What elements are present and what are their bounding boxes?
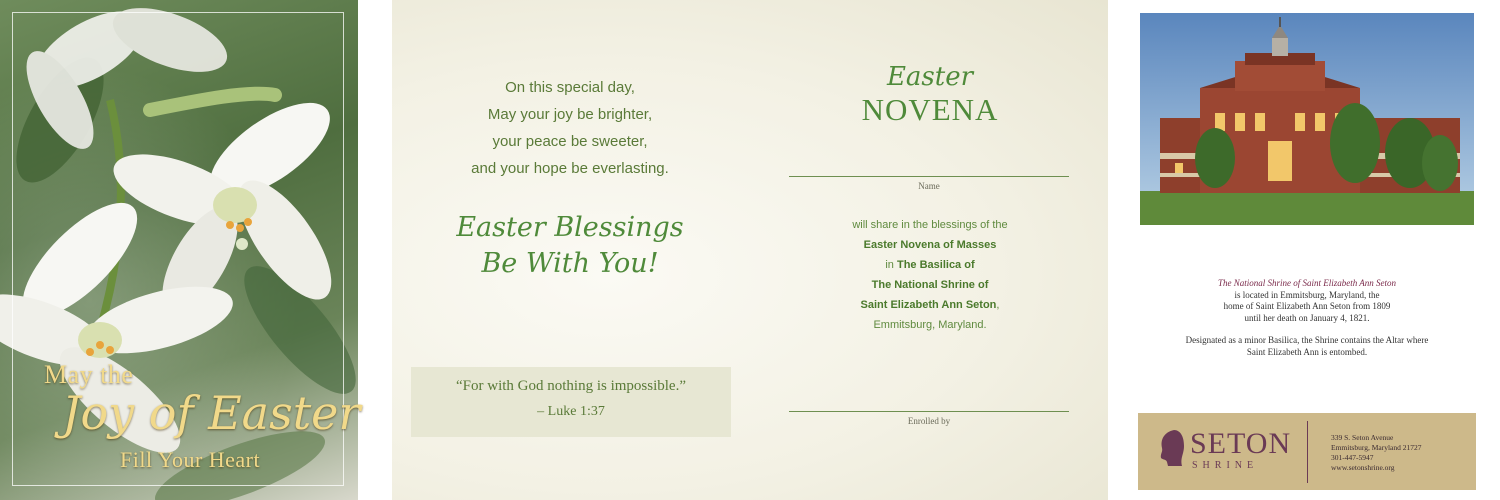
enrolled-line: [789, 411, 1069, 412]
logo-subword: SHRINE: [1192, 460, 1259, 471]
cover-title-line1: May the: [44, 360, 134, 389]
share-line: [790, 295, 1070, 315]
info-line: Saint Elizabeth Ann is entombed.: [1246, 346, 1368, 357]
share-bold: Saint Elizabeth Ann Seton: [860, 299, 997, 311]
info-line: Designated as a minor Basilica, the Shrine contains the Altar where: [1185, 335, 1429, 345]
basilica-image: [1140, 13, 1474, 225]
blessing-line: Be With You!: [481, 248, 659, 279]
front-cover: [0, 0, 361, 500]
share-line: Emmitsburg, Maryland.: [873, 319, 987, 331]
share-line-bold: Easter Novena of Masses: [863, 239, 997, 251]
address-line: Emmitsburg, Maryland 21727: [1331, 443, 1422, 452]
share-line: [790, 255, 1070, 275]
shrine-name: The National Shrine of Saint Elizabeth Ann Seton: [1217, 278, 1397, 288]
scripture-reference: – Luke 1:37: [537, 404, 605, 419]
share-prefix: in: [885, 259, 897, 271]
name-line: [789, 176, 1069, 177]
blessing-line: Easter Blessings: [456, 212, 684, 243]
novena-title-script: Easter: [886, 62, 974, 92]
scripture-quote: “For with God nothing is impossible.”: [456, 378, 686, 394]
verse-line: On this special day,: [505, 79, 635, 96]
share-line-bold: The National Shrine of: [871, 279, 989, 291]
seton-profile-logo-icon: [1156, 428, 1188, 468]
address-line: 339 S. Seton Avenue: [1331, 433, 1394, 442]
verse-line: your peace be sweeter,: [492, 133, 648, 150]
footer-divider: [1307, 421, 1308, 483]
share-line: will share in the blessings of the: [852, 219, 1008, 231]
cover-title-line3: Fill Your Heart: [120, 447, 261, 472]
address-website: www.setonshrine.org: [1331, 463, 1395, 472]
novena-title: NOVENA: [861, 92, 999, 127]
verse-line: May your joy be brighter,: [487, 106, 653, 123]
name-label: Name: [918, 181, 940, 191]
cover-title-line2: Joy of Easter: [62, 386, 361, 440]
greeting-verse: [430, 74, 710, 182]
logo-wordmark: SETON: [1190, 427, 1292, 460]
enrolled-label: Enrolled by: [907, 416, 951, 426]
easter-blessing: [430, 210, 710, 282]
shrine-address: [1331, 433, 1421, 473]
shrine-info: [1140, 278, 1474, 358]
basilica-photo: [1140, 13, 1474, 225]
info-line: is located in Emmitsburg, Maryland, the: [1234, 289, 1380, 300]
address-phone: 301-447-5947: [1331, 453, 1374, 462]
share-bold: The Basilica of: [896, 259, 975, 271]
share-suffix: ,: [996, 299, 1000, 311]
info-line: until her death on January 4, 1821.: [1244, 312, 1370, 323]
info-line: home of Saint Elizabeth Ann Seton from 1809: [1223, 301, 1391, 311]
verse-line: and your hope be everlasting.: [471, 160, 669, 177]
novena-share-text: [790, 215, 1070, 335]
